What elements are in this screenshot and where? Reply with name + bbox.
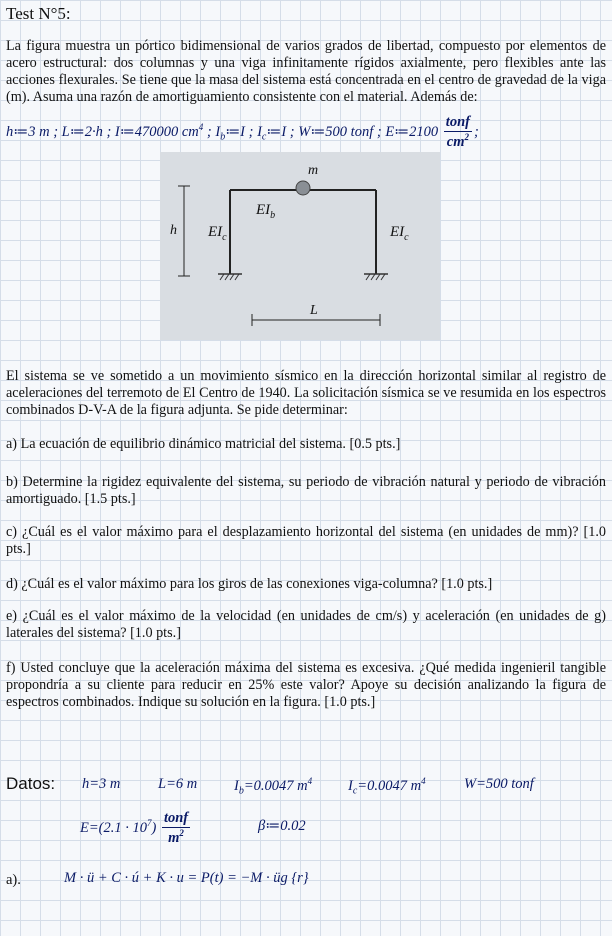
datos-label: Datos: [6, 774, 56, 793]
param-I: I≔470000 cm [114, 123, 199, 140]
datos-Ic: $I_c=0.0047$ $m^4$ [348, 776, 426, 797]
param-Ib-sub: b [220, 131, 226, 143]
question-c: c) ¿Cuál es el valor máximo para el desplazamiento horizontal del sistema (en unidades de mm)? [1.0 pts.] [6, 524, 606, 557]
param-E-den: cm [446, 133, 465, 150]
question-b: b) Determine la rigidez equivalente del sistema, su periodo de vibración natural y periodo de vibración amortiguado. [1.5 pts.] [6, 474, 606, 507]
frame-figure [160, 152, 440, 340]
param-E-den-exp: 2 [464, 132, 469, 142]
datos-L: L=6 m [158, 776, 198, 792]
left-support [218, 274, 242, 280]
param-Ib-val: ≔I ; I [225, 123, 262, 140]
frame-diagram [160, 152, 440, 340]
param-Ib: ; I [206, 123, 221, 140]
param-E-num: tonf [445, 114, 470, 130]
mass-circle [296, 181, 310, 195]
param-h: h≔3 m ; [6, 123, 59, 140]
right-support [364, 274, 388, 280]
right-column-stiffness-label: $EI_c$ [390, 224, 409, 243]
param-L: L≔2·h ; [61, 123, 112, 140]
param-I-exp: 4 [198, 121, 204, 132]
param-Ic-sub: c [261, 131, 267, 143]
datos-E: $E=(2.1 \cdot 10^7)$ $\frac{\text{tonf}}{m^2}$ [80, 810, 189, 846]
param-Ic-val: ≔I ; W≔500 tonf ; E≔2100 [266, 123, 439, 140]
left-column-stiffness-label: $EI_c$ [208, 224, 227, 243]
page-title: Test N°5: [6, 4, 71, 23]
beam-stiffness-label: $EI_b$ [256, 202, 276, 221]
length-label: L [310, 303, 318, 318]
datos-E-fraction: $\frac{\text{tonf}}{m^2}$ [163, 810, 189, 846]
datos-Ib: $I_b=0.0047$ $m^4$ [234, 776, 313, 797]
datos-h: h=3 m [82, 776, 121, 792]
parameters-line [6, 114, 479, 151]
question-f: f) Usted concluye que la aceleración máxima del sistema es excesiva. ¿Qué medida ingenieril tangible propondría a su cliente para reducir en 25% este valor? Apoye su decisión analizando la figura de espectros combinados. Indique su solución en la figura. [1.0 pts.] [6, 660, 606, 710]
height-label: h [170, 223, 177, 238]
param-E-den-wrap [444, 132, 472, 151]
answer-a-equation: M · ü + C · ú + K · u = P(t) = −M · üg {r} [64, 870, 309, 886]
question-e: e) ¿Cuál es el valor máximo de la velocidad (en unidades de cm/s) y aceleración (en unidades de g) laterales del sistema? [1.0 pts.] [6, 608, 606, 641]
answer-a-label: a). [6, 872, 21, 888]
intro-paragraph: La figura muestra un pórtico bidimensional de varios grados de libertad, compuesto por elementos de acero estructural: dos columnas y una viga infinitamente rígidos axialmente, pero flexibles ante las acciones flexurales. Se tiene que la masa del sistema está concentrada en el centro de gravedad de la viga (m). Asuma una razón de amortiguamiento consistente con el material. Además de: [6, 38, 606, 105]
datos-W: W=500 tonf [464, 776, 534, 792]
question-a: a) La ecuación de equilibrio dinámico matricial del sistema. [0.5 pts.] [6, 436, 401, 452]
param-E-fraction [444, 114, 472, 151]
datos-beta: β≔0.02 [258, 818, 306, 834]
seismic-paragraph: El sistema se ve sometido a un movimiento sísmico en la dirección horizontal similar al registro de aceleraciones del terremoto de El Centro de 1940. La solicitación sísmica se ve resumida en los espectros combinados D-V-A de la figura adjunta. Se pide determinar: [6, 368, 606, 418]
height-dimension [178, 186, 190, 276]
question-d: d) ¿Cuál es el valor máximo para los giros de las conexiones viga-columna? [1.0 pts.] [6, 576, 493, 592]
mass-label: m [308, 163, 319, 178]
param-tail: ; [473, 123, 479, 140]
